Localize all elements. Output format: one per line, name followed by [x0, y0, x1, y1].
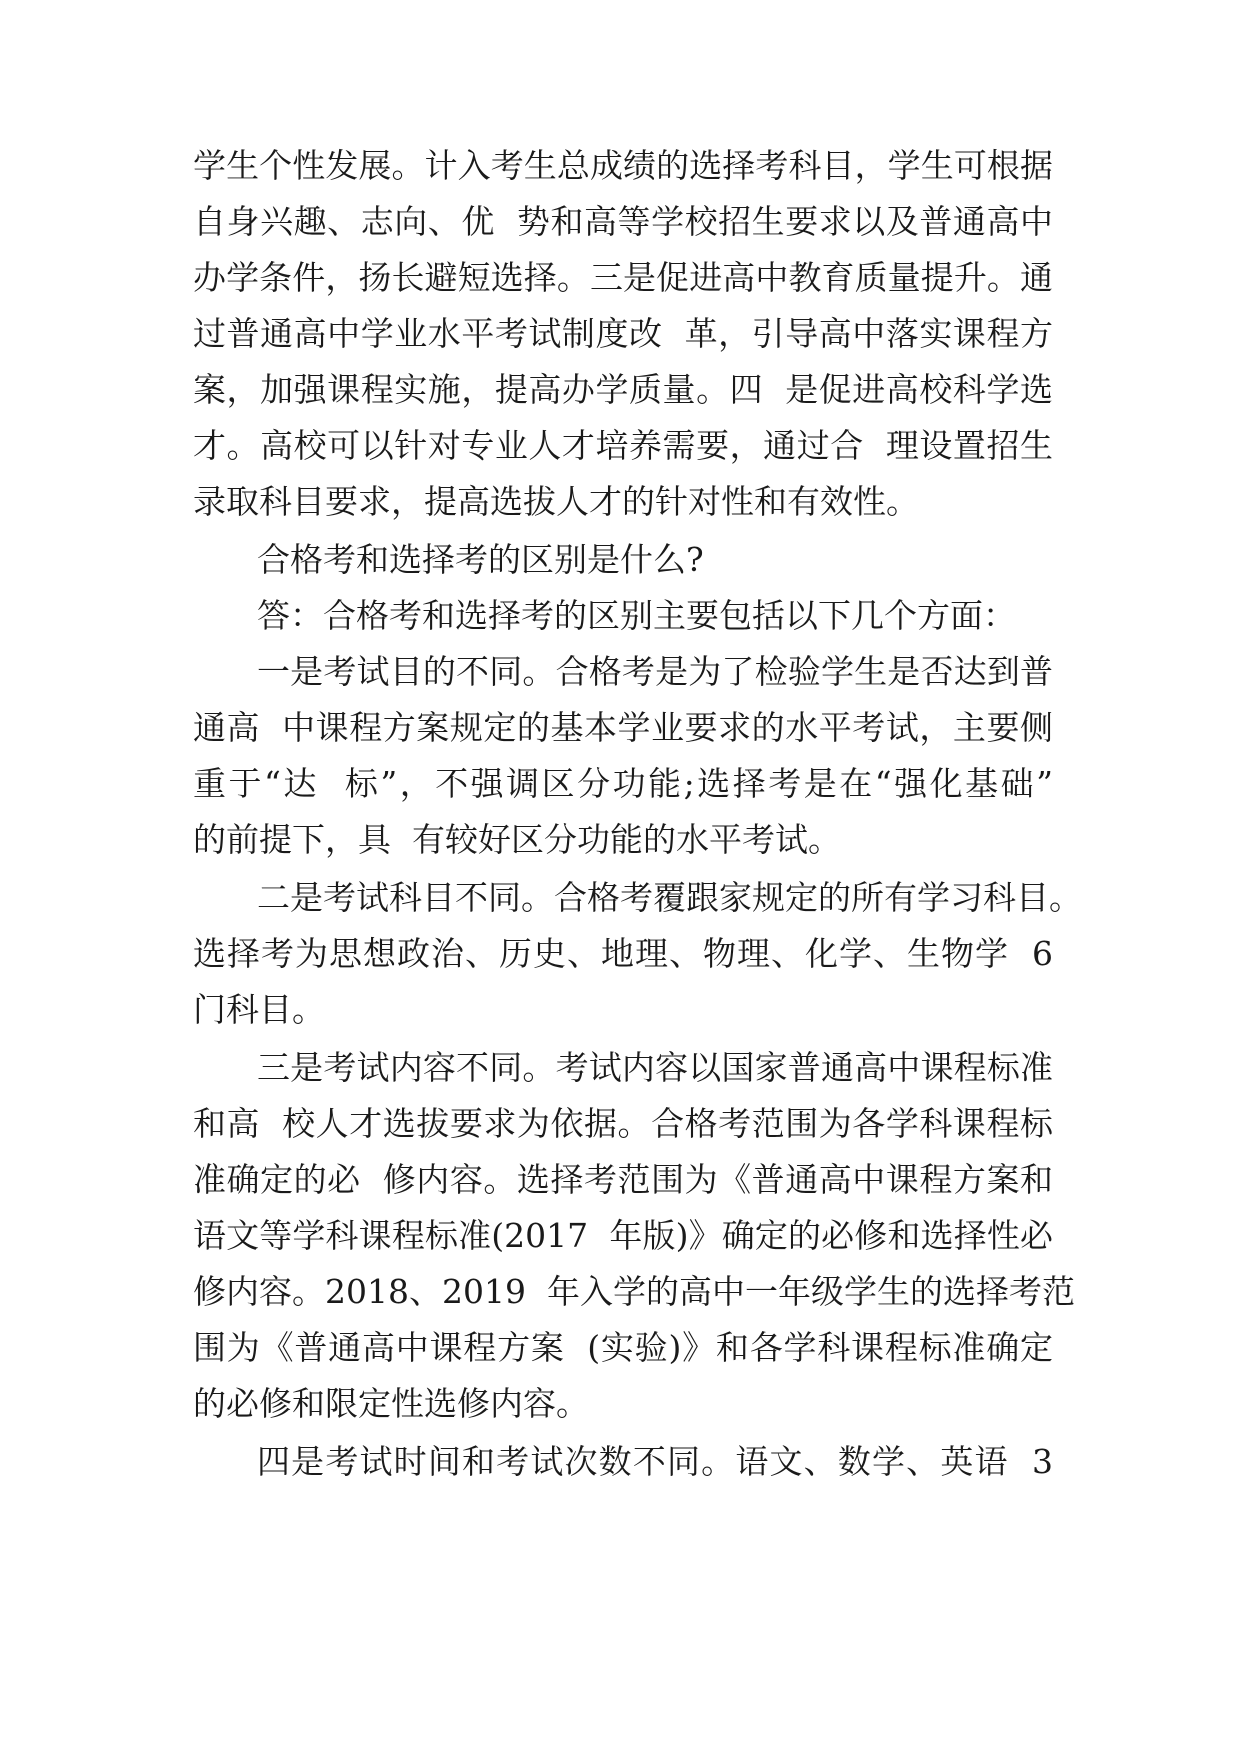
- text-line: 语文等学科课程标准(2017 年版)》确定的必修和选择性必: [193, 1216, 1053, 1255]
- text-line: 自身兴趣、志向、优 势和高等学校招生要求以及普通高中: [193, 202, 1053, 241]
- text-line: 的必修和限定性选修内容。: [193, 1384, 589, 1423]
- text-line: 过普通高中学业水平考试制度改 革，引导高中落实课程方: [193, 314, 1053, 353]
- text-line: 案，加强课程实施，提高办学质量。四 是促进高校科学选: [193, 370, 1053, 409]
- text-line: 修内容。2018、2019 年入学的高中一年级学生的选择考范: [193, 1272, 1075, 1311]
- text-line: 选择考为思想政治、历史、地理、物理、化学、生物学 6: [193, 934, 1053, 973]
- text-line: 一是考试目的不同。合格考是为了检验学生是否达到普: [257, 652, 1053, 691]
- text-line: 办学条件，扬长避短选择。三是促进高中教育质量提升。通: [193, 258, 1053, 297]
- text-line: 门科目。: [193, 990, 325, 1029]
- text-line: 四是考试时间和考试次数不同。语文、数学、英语 3: [257, 1442, 1053, 1481]
- text-line: 二是考试科目不同。合格考覆跟家规定的所有学习科目。: [257, 878, 1082, 917]
- text-line: 才。高校可以针对专业人才培养需要，通过合 理设置招生: [193, 426, 1053, 465]
- text-line: 录取科目要求，提高选拔人才的针对性和有效性。: [193, 482, 919, 521]
- text-line: 学生个性发展。计入考生总成绩的选择考科目，学生可根据: [193, 146, 1053, 185]
- answer-intro: 答：合格考和选择考的区别主要包括以下几个方面：: [257, 596, 1016, 635]
- text-line: 和高 校人才选拔要求为依据。合格考范围为各学科课程标: [193, 1104, 1053, 1143]
- text-line: 准确定的必 修内容。选择考范围为《普通高中课程方案和: [193, 1160, 1053, 1199]
- text-line: 重于“达 标”，不强调区分功能;选择考是在“强化基础”: [193, 764, 1053, 803]
- text-line: 围为《普通高中课程方案 (实验)》和各学科课程标准确定: [193, 1328, 1053, 1367]
- text-line: 三是考试内容不同。考试内容以国家普通高中课程标准: [257, 1048, 1053, 1087]
- question-heading: 合格考和选择考的区别是什么?: [257, 540, 704, 579]
- text-line: 通高 中课程方案规定的基本学业要求的水平考试，主要侧: [193, 708, 1053, 747]
- text-line: 的前提下，具 有较好区分功能的水平考试。: [193, 820, 841, 859]
